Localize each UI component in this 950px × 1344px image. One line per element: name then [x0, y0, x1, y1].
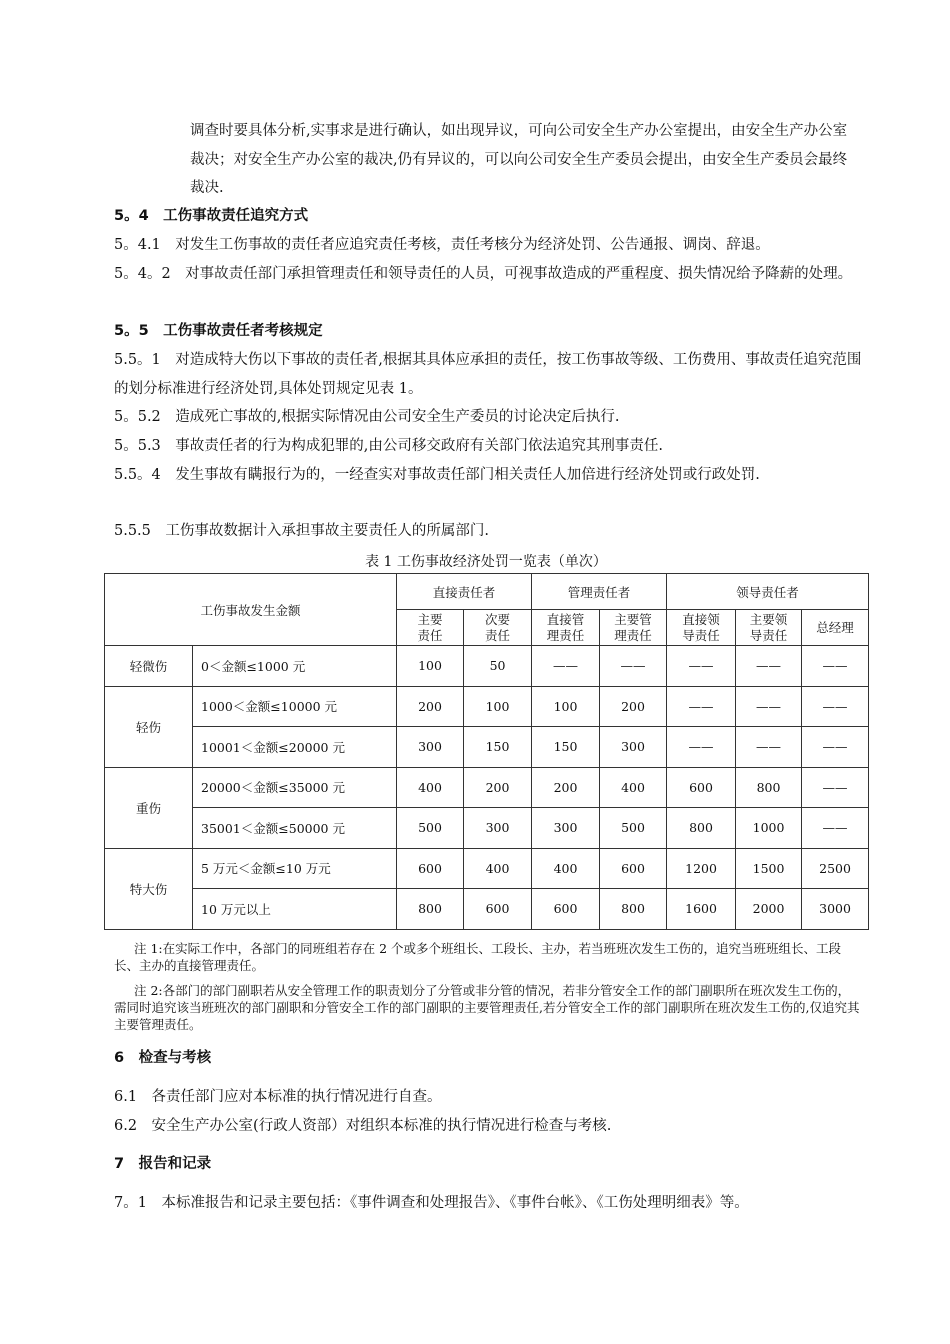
note-1: 注 1:在实际工作中，各部门的同班组若存在 2 个或多个班组长、工段长、主办，若当班班次发生工伤的，追究当班班组长、工段长、主办的直接管理责任。 — [114, 941, 842, 973]
penalty-value-cell: —— — [802, 808, 869, 849]
penalty-value-cell: 600 — [667, 767, 736, 808]
penalty-value-cell: 200 — [532, 767, 600, 808]
penalty-value-cell: 50 — [464, 646, 532, 687]
sub-header: 直接领 导责任 — [667, 610, 736, 646]
penalty-value-cell: 200 — [600, 686, 667, 727]
penalty-value-cell: —— — [736, 686, 802, 727]
penalty-value-cell: 400 — [532, 848, 600, 889]
sub-header: 主要管 理责任 — [600, 610, 667, 646]
paragraph-5-5-2: 5。5.2 造成死亡事故的,根据实际情况由公司安全生产委员的讨论决定后执行. — [114, 409, 620, 425]
paragraph-5-5-3: 5。5.3 事故责任者的行为构成犯罪的,由公司移交政府有关部门依法追究其刑事责任. — [114, 438, 664, 454]
penalty-value-cell: 150 — [532, 727, 600, 768]
table-row — [105, 686, 869, 727]
penalty-value-cell: 300 — [464, 808, 532, 849]
injury-level-cell: 轻伤 — [105, 686, 193, 767]
penalty-value-cell: 1600 — [667, 889, 736, 930]
penalty-value-cell: 1200 — [667, 848, 736, 889]
penalty-value-cell: 600 — [464, 889, 532, 930]
penalty-value-cell: 2000 — [736, 889, 802, 930]
sub-header: 主要领 导责任 — [736, 610, 802, 646]
penalty-value-cell: 400 — [600, 767, 667, 808]
penalty-value-cell: 300 — [397, 727, 464, 768]
penalty-value-cell: 200 — [397, 686, 464, 727]
penalty-value-cell: 1000 — [736, 808, 802, 849]
sub-header: 次要 责任 — [464, 610, 532, 646]
penalty-value-cell: 600 — [600, 848, 667, 889]
penalty-value-cell: 400 — [464, 848, 532, 889]
group-header: 直接责任者 — [397, 574, 532, 610]
group-header: 领导责任者 — [667, 574, 869, 610]
heading-5-4: 5。4 工伤事故责任追究方式 — [114, 208, 309, 224]
penalty-value-cell: —— — [802, 767, 869, 808]
paragraph-5-5-5: 5.5.5 工伤事故数据计入承担事故主要责任人的所属部门. — [114, 523, 490, 539]
sub-header: 直接管 理责任 — [532, 610, 600, 646]
header-row — [105, 574, 869, 610]
penalty-value-cell: —— — [667, 646, 736, 687]
penalty-value-cell: 200 — [464, 767, 532, 808]
penalty-table — [104, 573, 869, 930]
table-row — [105, 889, 869, 930]
penalty-value-cell: 1500 — [736, 848, 802, 889]
sub-header: 主要 责任 — [397, 610, 464, 646]
table-row — [105, 646, 869, 687]
paragraph-5-4-2: 5。4。2 对事故责任部门承担管理责任和领导责任的人员，可视事故造成的严重程度、损失情况给予降薪的处理。 — [114, 266, 853, 282]
penalty-value-cell: 800 — [736, 767, 802, 808]
penalty-value-cell: 600 — [532, 889, 600, 930]
penalty-value-cell: —— — [667, 686, 736, 727]
penalty-value-cell: —— — [667, 727, 736, 768]
injury-level-cell: 重伤 — [105, 767, 193, 848]
paragraph-7-1: 7。1 本标准报告和记录主要包括：《事件调查和处理报告》、《事件台帐》、《工伤处理明细表》等。 — [114, 1195, 749, 1211]
penalty-value-cell: 150 — [464, 727, 532, 768]
penalty-value-cell: 100 — [464, 686, 532, 727]
penalty-value-cell: 2500 — [802, 848, 869, 889]
penalty-value-cell: 100 — [397, 646, 464, 687]
amount-range-cell: 0＜金额≤1000 元 — [193, 646, 397, 687]
table-caption: 表 1 工伤事故经济处罚一览表（单次） — [365, 554, 607, 570]
injury-level-cell: 轻微伤 — [105, 646, 193, 687]
penalty-value-cell: 800 — [600, 889, 667, 930]
paragraph-intro: 调查时要具体分析,实事求是进行确认，如出现异议，可向公司安全生产办公室提出，由安全生产办公室裁决；对安全生产办公室的裁决,仍有异议的，可以向公司安全生产委员会提出，由安全生产委员会最终裁决. — [190, 123, 848, 196]
penalty-value-cell: 800 — [667, 808, 736, 849]
penalty-value-cell: 800 — [397, 889, 464, 930]
amount-range-cell: 10001＜金额≤20000 元 — [193, 727, 397, 768]
penalty-value-cell: 600 — [397, 848, 464, 889]
table-row — [105, 808, 869, 849]
table-row — [105, 767, 869, 808]
penalty-value-cell: 300 — [532, 808, 600, 849]
penalty-value-cell: —— — [736, 646, 802, 687]
penalty-value-cell: 500 — [600, 808, 667, 849]
amount-range-cell: 1000＜金额≤10000 元 — [193, 686, 397, 727]
penalty-value-cell: 400 — [397, 767, 464, 808]
penalty-value-cell: —— — [802, 727, 869, 768]
paragraph-5-4-1: 5。4.1 对发生工伤事故的责任者应追究责任考核，责任考核分为经济处罚、公告通报、调岗、辞退。 — [114, 237, 770, 253]
amount-range-cell: 35001＜金额≤50000 元 — [193, 808, 397, 849]
amount-range-cell: 20000＜金额≤35000 元 — [193, 767, 397, 808]
table-row — [105, 727, 869, 768]
amount-range-cell: 10 万元以上 — [193, 889, 397, 930]
paragraph-5-5-1: 5.5。1 对造成特大伤以下事故的责任者,根据其具体应承担的责任，按工伤事故等级、工伤费用、事故责任追究范围的划分标准进行经济处罚,具体处罚规定见表 1。 — [114, 352, 862, 397]
penalty-value-cell: —— — [600, 646, 667, 687]
sub-header: 总经理 — [802, 610, 869, 646]
penalty-value-cell: —— — [736, 727, 802, 768]
heading-7: 7 报告和记录 — [114, 1156, 212, 1172]
heading-6: 6 检查与考核 — [114, 1050, 212, 1066]
corner-header: 工伤事故发生金额 — [105, 574, 397, 646]
paragraph-6-1: 6.1 各责任部门应对本标准的执行情况进行自查。 — [114, 1089, 442, 1105]
injury-level-cell: 特大伤 — [105, 848, 193, 929]
penalty-value-cell: 500 — [397, 808, 464, 849]
table-row — [105, 848, 869, 889]
group-header: 管理责任者 — [532, 574, 667, 610]
penalty-value-cell: —— — [532, 646, 600, 687]
paragraph-5-5-4: 5.5。4 发生事故有瞒报行为的，一经查实对事故责任部门相关责任人加倍进行经济处罚或行政处罚. — [114, 467, 760, 483]
penalty-value-cell: —— — [802, 686, 869, 727]
amount-range-cell: 5 万元＜金额≤10 万元 — [193, 848, 397, 889]
penalty-value-cell: 300 — [600, 727, 667, 768]
paragraph-6-2: 6.2 安全生产办公室(行政人资部）对组织本标准的执行情况进行检查与考核. — [114, 1118, 612, 1134]
penalty-value-cell: 3000 — [802, 889, 869, 930]
heading-5-5: 5。5 工伤事故责任者考核规定 — [114, 323, 323, 339]
penalty-value-cell: 100 — [532, 686, 600, 727]
penalty-value-cell: —— — [802, 646, 869, 687]
note-2: 注 2:各部门的部门副职若从安全管理工作的职责划分了分管或非分管的情况，若非分管安全工作的部门副职所在班次发生工伤的，需同时追究该当班班次的部门副职和分管安全工作的部门副职的主要管理责任,若分管安全工作的部门副职所在班次发生工伤的,仅追究其主要管理责任。 — [114, 983, 860, 1032]
